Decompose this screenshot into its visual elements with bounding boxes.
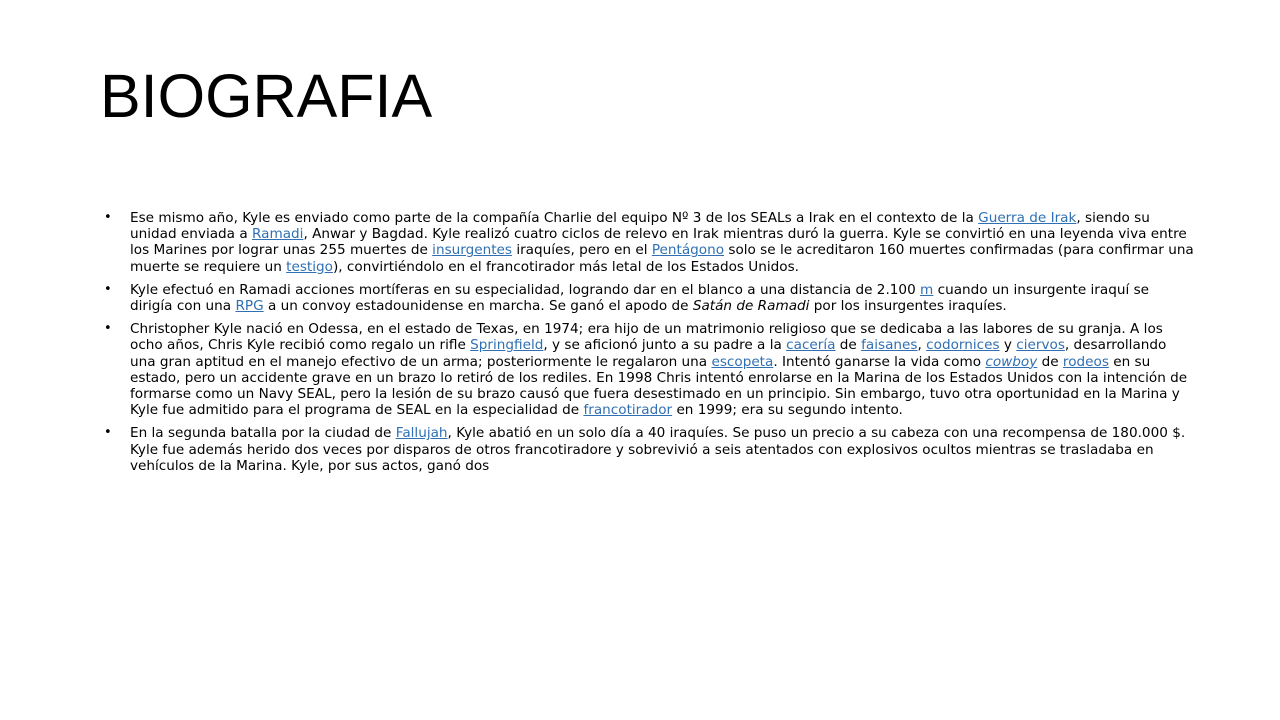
text-span: en su estado, pero un accidente grave en un brazo lo retiró de los rediles. En 1998 Chris intentó enrolarse en la Marina de los Estados Unidos con la intención de formarse como un Navy SEAL, pero la lesión de su brazo causó que fuera desestimado en un principio. Sin embargo, tuvo otra oportunidad en la Marina y Kyle fue admitido para el programa de SEAL en la especialidad de bbox=[130, 353, 1188, 419]
link-ramadi[interactable]: Ramadi bbox=[251, 226, 304, 243]
link-faisanes[interactable]: faisanes bbox=[861, 337, 918, 354]
link-rpg[interactable]: RPG bbox=[235, 298, 264, 315]
link-testigo[interactable]: testigo bbox=[286, 258, 333, 275]
link-caceria[interactable]: cacería bbox=[786, 337, 836, 354]
nickname-text: Satán de Ramadi bbox=[692, 298, 810, 315]
link-francotirador[interactable]: francotirador bbox=[583, 402, 673, 419]
text-span: a un convoy estadounidense en marcha. Se ganó el apodo de bbox=[263, 298, 693, 315]
link-rodeos[interactable]: rodeos bbox=[1062, 353, 1109, 370]
bullet-icon: • bbox=[104, 210, 112, 225]
link-cowboy[interactable] bbox=[985, 354, 1037, 370]
bullet-item bbox=[104, 425, 1194, 474]
link-guerra-de-irak[interactable]: Guerra de Irak bbox=[978, 210, 1077, 226]
text-span: En la segunda batalla por la ciudad de bbox=[130, 425, 396, 442]
link-insurgentes[interactable]: insurgentes bbox=[432, 242, 512, 259]
text-span: y bbox=[999, 337, 1017, 354]
slide-title: BIOGRAFIA bbox=[100, 62, 433, 130]
text-span: , desarrollando una gran aptitud en el manejo efectivo de un arma; posteriormente le regalaron una bbox=[130, 337, 1167, 370]
text-span: , y se aficionó junto a su padre a la bbox=[543, 337, 787, 354]
text-span: por los insurgentes iraquíes. bbox=[809, 298, 1007, 315]
link-springfield[interactable]: Springfield bbox=[470, 337, 544, 354]
text-span: , Anwar y Bagdad. Kyle realizó cuatro ciclos de relevo en Irak mientras duró la guerra. Kyle se convirtió en una leyenda viva entre los Marines por lograr unas 255 muertes de bbox=[130, 226, 1187, 259]
link-m[interactable]: m bbox=[920, 281, 934, 298]
link-ciervos[interactable]: ciervos bbox=[1016, 337, 1065, 354]
text-span: . Intentó ganarse la vida como bbox=[773, 353, 986, 370]
text-span: Ese mismo año, Kyle es enviado como parte de la compañía Charlie del equipo Nº 3 de los SEALs a Irak en el contexto de la bbox=[130, 210, 979, 226]
link-pentagono[interactable]: Pentágono bbox=[651, 242, 725, 259]
text-span: , siendo su unidad enviada a bbox=[130, 210, 1150, 243]
text-span: , Kyle abatió en un solo día a 40 iraquíes. Se puso un precio a su cabeza con una recompensa de 180.000 $. Kyle fue además herido dos veces por disparos de otros francotiradore y sobrevivió a seis atentados con explosivos ocultos mientras se trasladaba en vehículos de la Marina. Kyle, por sus actos, ganó dos bbox=[130, 425, 1186, 474]
text-span: Christopher Kyle nació en Odessa, en el estado de Texas, en 1974; era hijo de un matrimonio religioso que se dedicaba a las labores de su granja. A los ocho años, Chris Kyle recibió como regalo un rifle bbox=[130, 321, 1163, 354]
text-span: iraquíes, pero en el bbox=[512, 242, 652, 259]
link-fallujah[interactable]: Fallujah bbox=[395, 425, 448, 442]
link-codornices[interactable]: codornices bbox=[926, 337, 1000, 354]
bullet-icon: • bbox=[104, 425, 112, 441]
bullet-list bbox=[104, 210, 1194, 481]
link-escopeta[interactable]: escopeta bbox=[711, 353, 774, 370]
bullet-item bbox=[104, 282, 1194, 314]
text-span: ), convirtiéndolo en el francotirador más letal de los Estados Unidos. bbox=[332, 258, 800, 275]
text-span: de bbox=[1037, 353, 1063, 370]
text-span: Kyle efectuó en Ramadi acciones mortíferas en su especialidad, logrando dar en el blanco a una distancia de 2.100 bbox=[130, 281, 921, 298]
text-span: cuando un insurgente iraquí se dirigía con una bbox=[130, 281, 1150, 315]
text-span: solo se le acreditaron 160 muertes confirmadas (para confirmar una muerte se requiere un bbox=[130, 242, 1194, 275]
text-span: , bbox=[917, 337, 927, 354]
text-span: en 1999; era su segundo intento. bbox=[672, 402, 903, 419]
bullet-icon: • bbox=[104, 281, 112, 297]
bullet-item bbox=[104, 321, 1194, 418]
bullet-icon: • bbox=[104, 321, 112, 337]
link-cowboy-text: cowboy bbox=[985, 353, 1038, 370]
bullet-item bbox=[104, 210, 1194, 275]
text-span: de bbox=[835, 337, 862, 354]
